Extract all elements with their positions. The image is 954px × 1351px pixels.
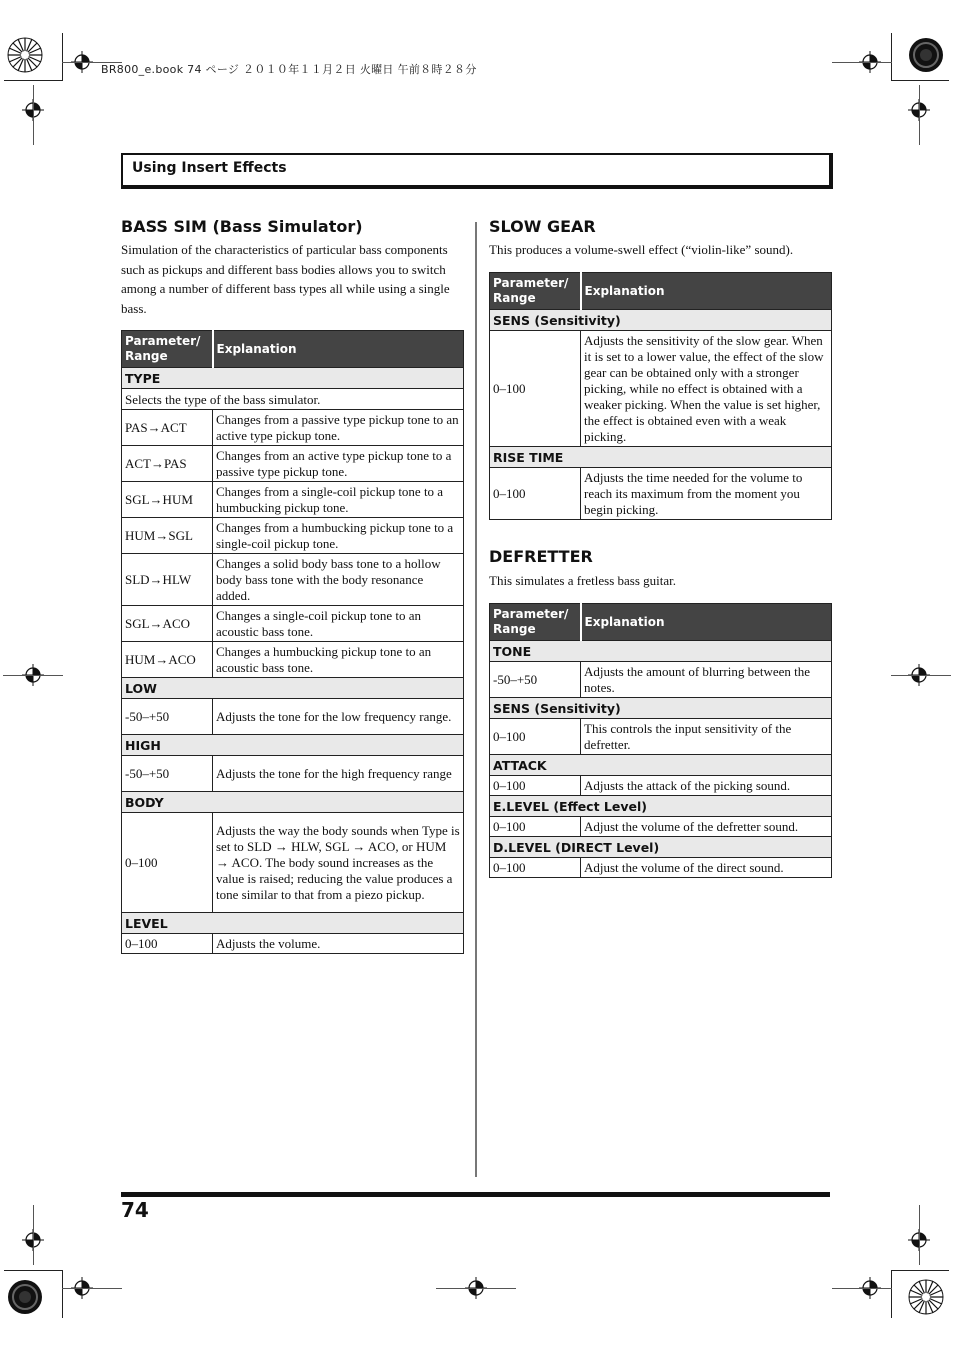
crop-line: [4, 1270, 62, 1271]
row-explanation: Adjusts the way the body sounds when Type is set to SLD → HLW, SGL → ACO, or HUM → ACO. The body sound increases as the value is raised; reducing the value produces a tone similar to that from a piezo pickup.: [213, 813, 464, 913]
crop-line: [891, 80, 949, 81]
group-level: LEVEL: [122, 913, 464, 934]
group-type: TYPE: [122, 368, 464, 389]
table-row: [122, 554, 464, 606]
crop-line: [62, 1288, 122, 1289]
header-param: Parameter/ Range: [122, 331, 213, 368]
row-range: HUM→ACO: [122, 642, 213, 678]
crop-line: [62, 33, 63, 81]
table-row: [122, 606, 464, 642]
table-row: [122, 446, 464, 482]
row-range: ACT→PAS: [122, 446, 213, 482]
table-row: [122, 813, 464, 913]
header-param: Parameter/ Range: [490, 273, 581, 310]
row-range: 0–100: [490, 858, 581, 878]
crop-line: [4, 80, 62, 81]
table-row: [490, 468, 832, 520]
group-high: HIGH: [122, 735, 464, 756]
table-row: [122, 518, 464, 554]
table-row: [490, 331, 832, 447]
crop-line: [891, 1270, 949, 1271]
defretter-table: [489, 603, 832, 878]
table-row: [490, 817, 832, 837]
crop-line: [891, 675, 951, 676]
slow-gear-intro: This produces a volume-swell effect (“violin-like” sound).: [489, 242, 794, 257]
header-explanation: Explanation: [213, 331, 464, 368]
crop-sunburst-icon: [908, 37, 944, 73]
section-title: Using Insert Effects: [132, 160, 287, 176]
header-explanation: Explanation: [581, 273, 832, 310]
group-attack: ATTACK: [490, 755, 832, 776]
print-job-info: BR800_e.book 74 ページ ２０１０年１１月２日 火曜日 午前８時２８分: [101, 63, 477, 76]
row-range: 0–100: [490, 776, 581, 796]
row-explanation: Adjusts the attack of the picking sound.: [581, 776, 832, 796]
crop-sunburst-icon: [7, 1279, 43, 1315]
table-row: [122, 934, 464, 954]
row-explanation: Adjusts the time needed for the volume to reach its maximum from the moment you begin picking.: [581, 468, 832, 520]
table-row: [490, 858, 832, 878]
type-description: Selects the type of the bass simulator.: [122, 389, 464, 410]
section-header: [121, 153, 833, 189]
row-range: -50–+50: [122, 699, 213, 735]
row-range: SLD→HLW: [122, 554, 213, 606]
row-range: SGL→ACO: [122, 606, 213, 642]
crop-line: [436, 1288, 516, 1289]
group-body: BODY: [122, 792, 464, 813]
row-explanation: Adjusts the volume.: [213, 934, 464, 954]
row-explanation: Changes from a single-coil pickup tone to a humbucking pickup tone.: [213, 482, 464, 518]
group-d-level: D.LEVEL (DIRECT Level): [490, 837, 832, 858]
table-row: [122, 756, 464, 792]
table-row: [122, 482, 464, 518]
slow-gear-heading: SLOW GEAR: [489, 217, 596, 236]
crop-line: [33, 1205, 34, 1265]
row-range: 0–100: [122, 934, 213, 954]
row-explanation: Changes from a passive type pickup tone to an active type pickup tone.: [213, 410, 464, 446]
row-range: HUM→SGL: [122, 518, 213, 554]
row-range: 0–100: [490, 817, 581, 837]
row-explanation: Changes from a humbucking pickup tone to a single-coil pickup tone.: [213, 518, 464, 554]
header-explanation: Explanation: [581, 604, 832, 641]
bass-sim-heading: BASS SIM (Bass Simulator): [121, 217, 363, 236]
row-range: -50–+50: [122, 756, 213, 792]
row-explanation: Changes from an active type pickup tone to a passive type pickup tone.: [213, 446, 464, 482]
row-explanation: Adjusts the sensitivity of the slow gear. When it is set to a lower value, the effect of the slow gear can be obtained only with a stronger picking, while no effect is obtained with a weaker picking. When the value is set higher, the effect is obtained even with a weak picking.: [581, 331, 832, 447]
table-row: [122, 699, 464, 735]
crop-line: [33, 85, 34, 145]
slow-gear-table: [489, 272, 832, 520]
row-range: SGL→HUM: [122, 482, 213, 518]
defretter-heading: DEFRETTER: [489, 547, 593, 566]
row-explanation: Adjusts the tone for the low frequency range.: [213, 699, 464, 735]
crop-line: [832, 62, 892, 63]
row-explanation: Adjusts the tone for the high frequency range: [213, 756, 464, 792]
group-sens: SENS (Sensitivity): [490, 698, 832, 719]
table-header-row: [122, 331, 464, 368]
footer-rule: [121, 1192, 830, 1197]
crop-line: [891, 1270, 892, 1318]
group-sens: SENS (Sensitivity): [490, 310, 832, 331]
group-tone: TONE: [490, 641, 832, 662]
bass-sim-intro: Simulation of the characteristics of particular bass components such as pickups and different bass bodies allows you to switch among a number of different bass types all while using a single bass.: [121, 242, 450, 316]
defretter-intro: This simulates a fretless bass guitar.: [489, 573, 677, 588]
row-range: 0–100: [490, 719, 581, 755]
crop-line: [3, 675, 63, 676]
row-explanation: Adjusts the amount of blurring between the notes.: [581, 662, 832, 698]
group-rise-time: RISE TIME: [490, 447, 832, 468]
column-divider: [475, 222, 477, 1177]
row-explanation: This controls the input sensitivity of the defretter.: [581, 719, 832, 755]
group-low: LOW: [122, 678, 464, 699]
row-explanation: Changes a single-coil pickup tone to an acoustic bass tone.: [213, 606, 464, 642]
table-header-row: [490, 273, 832, 310]
table-row: [490, 719, 832, 755]
table-row: [490, 776, 832, 796]
crop-sunburst-icon: [908, 1279, 944, 1315]
header-param: Parameter/ Range: [490, 604, 581, 641]
row-explanation: Adjust the volume of the direct sound.: [581, 858, 832, 878]
row-range: PAS→ACT: [122, 410, 213, 446]
table-row: [122, 410, 464, 446]
crop-line: [62, 1270, 63, 1318]
crop-line: [919, 1205, 920, 1265]
row-explanation: Changes a solid body bass tone to a hollow body bass tone with the body resonance added.: [213, 554, 464, 606]
crop-line: [891, 33, 892, 81]
row-range: 0–100: [490, 468, 581, 520]
row-explanation: Adjust the volume of the defretter sound.: [581, 817, 832, 837]
crop-line: [832, 1288, 892, 1289]
group-e-level: E.LEVEL (Effect Level): [490, 796, 832, 817]
table-header-row: [490, 604, 832, 641]
row-range: -50–+50: [490, 662, 581, 698]
crop-line: [919, 85, 920, 145]
table-row: [122, 642, 464, 678]
crop-sunburst-icon: [7, 37, 43, 73]
page-number: 74: [121, 1198, 149, 1222]
row-range: 0–100: [490, 331, 581, 447]
table-row: [490, 662, 832, 698]
bass-sim-table: [121, 330, 464, 954]
row-range: 0–100: [122, 813, 213, 913]
row-explanation: Changes a humbucking pickup tone to an acoustic bass tone.: [213, 642, 464, 678]
